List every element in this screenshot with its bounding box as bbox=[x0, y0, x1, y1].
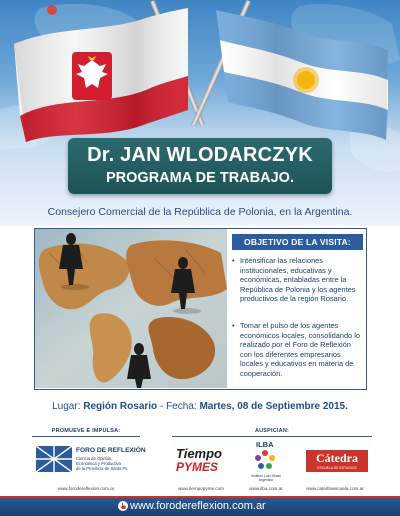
foro-desc-2: Económica y Productiva bbox=[76, 461, 121, 466]
separator: - bbox=[159, 401, 164, 412]
bullet-dot-icon: • bbox=[232, 256, 235, 265]
foro-logo-icon bbox=[36, 446, 72, 472]
objective-bullet-1 bbox=[232, 256, 364, 304]
ilba-desc: Instituto Luso Brasil Argentino bbox=[251, 474, 281, 482]
promueve-heading: PROMUEVE E IMPULSA: bbox=[51, 428, 121, 434]
foro-url[interactable]: www.forodereflexion.com.ar bbox=[57, 486, 115, 491]
catedra-desc: ESCUELA DE ESTUDIOS bbox=[317, 466, 357, 470]
auspician-heading: AUSPICIAN: bbox=[254, 428, 290, 434]
objective-bullet-1-text: Intensificar las relaciones institucionales, educativas y económicas, entabladas entre la República de Polonia y los agentes productivos de la región Rosario. bbox=[240, 256, 356, 303]
objective-heading: OBJETIVO DE LA VISITA: bbox=[232, 234, 363, 250]
hand-pointer-icon bbox=[118, 501, 128, 511]
title-banner bbox=[68, 138, 332, 194]
speaker-name: Dr. JAN WLODARCZYK bbox=[87, 144, 313, 166]
speaker-role: Consejero Comercial de la República de Polonia, en la Argentina. bbox=[47, 206, 353, 218]
objective-bullet-2 bbox=[232, 321, 364, 378]
place-label: Lugar: bbox=[52, 401, 81, 412]
sun-of-may-icon bbox=[293, 67, 319, 93]
place-value: Región Rosario bbox=[83, 401, 158, 412]
event-details bbox=[0, 401, 400, 412]
poland-flag bbox=[6, 6, 196, 142]
ilba-logo-icon bbox=[254, 449, 276, 471]
tiempo-logo-line2: PYMES bbox=[176, 460, 219, 474]
world-map-figures-image bbox=[35, 229, 227, 388]
program-title: PROGRAMA DE TRABAJO. bbox=[106, 170, 294, 186]
ilba-name: ILBA bbox=[256, 440, 274, 449]
ilba-url[interactable]: www.ilba.com.ar bbox=[249, 486, 283, 491]
promueve-rule bbox=[32, 436, 140, 437]
objective-panel bbox=[34, 228, 367, 390]
bullet-dot-icon: • bbox=[232, 321, 235, 330]
catedra-name: Cátedra bbox=[316, 451, 358, 465]
objective-bullet-2-text: Tomar el pulso de los agentes económicos locales, consolidando lo realizado por el Foro de Reflexión con los diferentes empresarios locales y educativos en materia de cooperación. bbox=[240, 321, 360, 378]
foro-desc-3: de la Provincia de Santa Fe bbox=[76, 466, 128, 471]
foro-desc-1: Ciencia de Opinión, bbox=[76, 456, 113, 461]
argentina-flag bbox=[210, 6, 400, 146]
date-value: Martes, 08 de Septiembre 2015. bbox=[199, 401, 348, 412]
catedra-url[interactable]: www.catedraescuela.com.ar bbox=[306, 486, 364, 491]
foro-name: FORO DE REFLEXIÓN bbox=[76, 447, 146, 454]
eagle-emblem-icon bbox=[72, 52, 112, 100]
date-label: Fecha: bbox=[166, 401, 197, 412]
tiempo-url[interactable]: www.tiempopyme.com bbox=[178, 486, 224, 491]
tiempo-logo-line1: Tiempo bbox=[176, 446, 222, 461]
auspician-rule bbox=[172, 436, 372, 437]
footer-url[interactable]: www.forodereflexion.com.ar bbox=[130, 500, 266, 512]
